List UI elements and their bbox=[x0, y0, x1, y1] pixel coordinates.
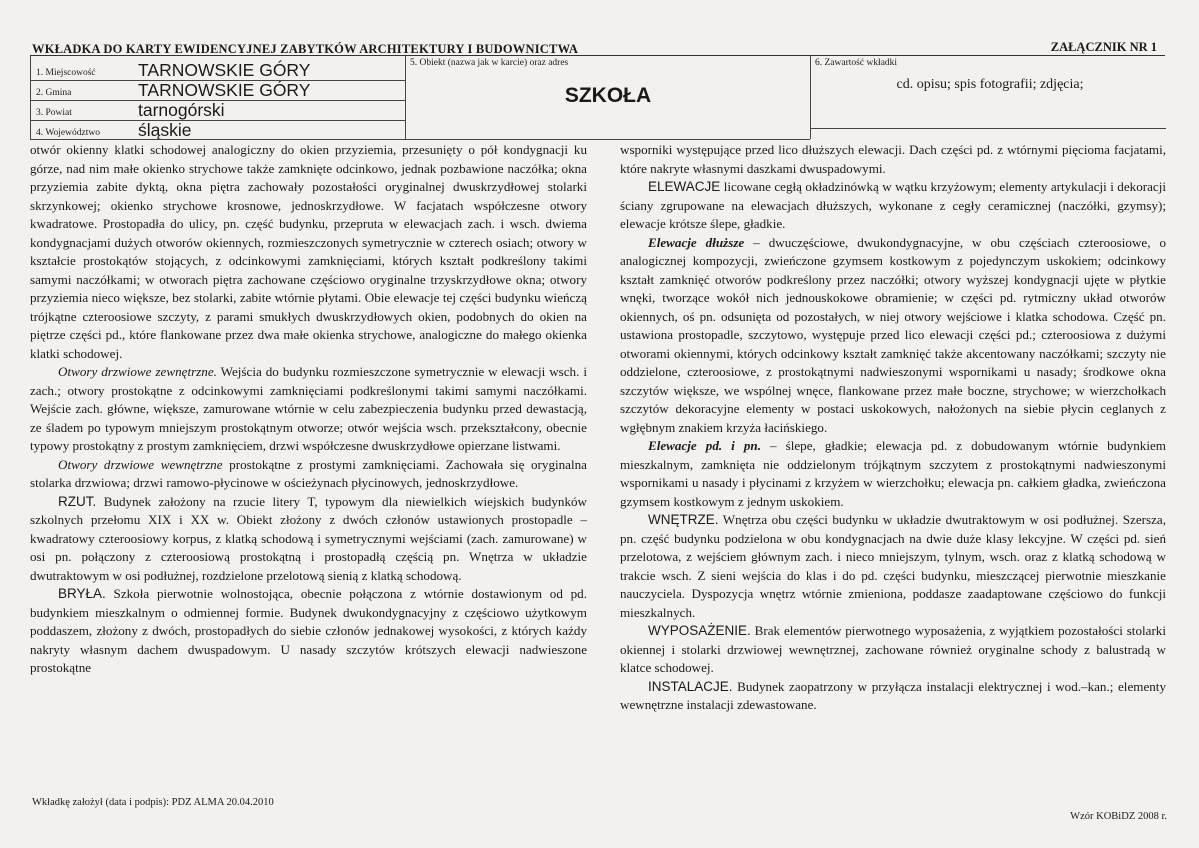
text-installations: Budynek zaopatrzony w przyłącza instalacji elektrycznej i wod.–kan.; elementy wewnętrzne instalacji zdewastowane. bbox=[620, 678, 1166, 712]
field-locality bbox=[30, 60, 405, 79]
commune-label: 2. Gmina bbox=[36, 88, 72, 98]
description-left-column bbox=[30, 141, 587, 678]
header-rule bbox=[30, 55, 1165, 56]
voivodeship-value: śląskie bbox=[138, 120, 192, 140]
paragraph-interior bbox=[620, 511, 1166, 622]
text-furnishings: Brak elementów pierwotnego wyposażenia, z wyjątkiem pozostałości stolarki okiennej i stolarki drzwiowej wewnętrznej, zachowane również oryginalne schody z balustradą w klatce schodowej. bbox=[620, 623, 1166, 675]
footer-form-model: Wzór KOBiDZ 2008 r. bbox=[1070, 811, 1167, 822]
footer-created-by: Wkładkę założył (data i podpis): PDZ ALMA 20.04.2010 bbox=[32, 797, 274, 808]
paragraph-long-elevations bbox=[620, 234, 1166, 438]
heading-south-north-elevations: Elewacje pd. i pn. bbox=[648, 438, 761, 453]
heading-interior: WNĘTRZE. bbox=[648, 512, 719, 527]
commune-value: TARNOWSKIE GÓRY bbox=[138, 80, 311, 100]
text-inner-doors: prostokątne z prostymi zamknięciami. Zachowała się oryginalna stolarka drzwiowa; drzwi ramowo-płycinowe w ościeżynach płycinowych, jednoskrzydłowe. bbox=[30, 456, 587, 490]
field-voivodeship bbox=[30, 120, 405, 139]
paragraph-furnishings bbox=[620, 622, 1166, 678]
field-divider bbox=[30, 80, 405, 81]
heading-installations: INSTALACJE. bbox=[648, 678, 733, 694]
box-left-rule bbox=[30, 56, 31, 139]
object-name-label: 5. Obiekt (nazwa jak w karcie) oraz adres bbox=[410, 58, 569, 68]
paragraph-massing bbox=[30, 585, 587, 678]
paragraph-windows-continued: otwór okienny klatki schodowej analogiczny do okien przyziemia, przesunięty o pół kondygnacji ku górze, nad nim małe okienko strychowe także zamknięte odcinkowo, jednak pozbawione naczółka; okna przyziemia zabite dyktą, okna piętra zachowały pozostałości oryginalnej dwuskrzydłowej stolarki skrzynkowej; okienko strychowe krosnowe, jednoskrzydłowe. W facjatach współczesne otwory kwadratowe. Prostopadła do ulicy, pn. część budynku, przepruta w elewacjach zach. i wsch. dwiema kondygnacjami dużych otworów okiennych, rozmieszczonych symetrycznie w czterech osiach; otwory w kształcie prostokątów stojących, z odcinkowymi zamknięciami, których kształt podkreślony takimi samymi naczółkami; w otworach piętra zachowane częściowo oryginalne trzyskrzydłowe okna; otwory przyziemia nieco większe, bez stolarki, zabite wtórnie płytami. Obie elewacje tej części budynku wieńczą trójkątne czteroosiowe szczyty, z parami smukłych dwuskrzydłowych okien, podobnych do okien na piętrze części pd., które flankowane przez dwa małe okienka strychowe, analogiczne do małego okienka klatki schodowej. bbox=[30, 142, 587, 361]
field-commune bbox=[30, 80, 405, 99]
heading-inner-doors: Otwory drzwiowe wewnętrzne bbox=[58, 456, 223, 472]
heading-outer-doors: Otwory drzwiowe zewnętrzne. bbox=[58, 364, 217, 379]
text-massing: Szkoła pierwotnie wolnostojąca, obecnie połączona z wtórnie dostawionym od pd. budynkiem mieszkalnym o odmiennej formie. Budynek dwukondygnacyjny z częściowo użytkowym poddaszem, złożony z dwóch, prostopadłych do siebie członów jednakowej wysokości, z których każdy nakryty własnym dachem dwuspadowym. U nasady szczytów krótszych elewacji nadwieszone prostokątne bbox=[30, 586, 587, 675]
paragraph-inner-doors bbox=[30, 456, 587, 493]
contents-bottom-rule bbox=[810, 128, 1166, 129]
locality-label: 1. Miejscowość bbox=[36, 68, 96, 78]
field-county bbox=[30, 100, 405, 119]
text-south-north-elevations: – ślepe, gładkie; elewacja pd. z dobudowanym wtórnie budynkiem mieszkalnym, zamknięta nie oddzielonym trójkątnym szczytem z prostokątnymi nadwieszonymi wspornikami u nasady i płycinami z krzyżem w wierzchołku; elewacja pn. całkiem gładka, zwieńczona gzymsem kostkowym z jednym uskokiem. bbox=[620, 438, 1166, 509]
voivodeship-label: 4. Województwo bbox=[36, 128, 100, 138]
paragraph-roof-continued: wsporniki występujące przed lico dłuższych elewacji. Dach części pd. z wtórnymi pięcioma facjatami, które nakryte własnymi daszkami dwuspadowymi. bbox=[620, 142, 1166, 176]
description-right-column bbox=[620, 141, 1166, 715]
paragraph-outer-doors bbox=[30, 363, 587, 456]
paragraph-installations bbox=[620, 678, 1166, 715]
heading-long-elevations: Elewacje dłuższe bbox=[648, 234, 745, 250]
text-elevations: licowane cegłą okładzinówką w wątku krzyżowym; elementy artykulacji i dekoracji ściany zgrupowane na elewacjach dłuższych, wykonane z cegły ceramicznej (naczółki, gzymsy); elewacje krótsze ślepe, gładkie. bbox=[620, 179, 1166, 231]
paragraph-south-north-elevations bbox=[620, 437, 1166, 511]
text-interior: Wnętrza obu części budynku w układzie dwutraktowym w osi podłużnej. Szersza, pn. część budynku podzielona w obu kondygnacjach na dwie duże klasy lekcyjne. W części pd. sień przelotowa, z wejściem głównym zach. i nieco mniejszym, tylnym, wsch. oraz z klatką schodową w trakcie wsch. Z sieni wejścia do klas i do pd. części budynku, mieszczącej pierwotnie mieszkanie nauczyciela. Dyspozycja wnętrz wtórnie zmieniona, poddasze zaadaptowane częściowo do funkcji mieszkalnych. bbox=[620, 512, 1166, 620]
heading-elevations: ELEWACJE bbox=[648, 179, 721, 194]
object-name-value: SZKOŁA bbox=[564, 84, 652, 107]
contents-value: cd. opisu; spis fotografii; zdjęcia; bbox=[896, 77, 1084, 92]
county-value: tarnogórski bbox=[138, 100, 225, 120]
contents-label: 6. Zawartość wkładki bbox=[815, 58, 898, 68]
county-label: 3. Powiat bbox=[36, 108, 72, 118]
field-divider bbox=[30, 120, 405, 121]
locality-value: TARNOWSKIE GÓRY bbox=[138, 60, 311, 80]
paragraph-plan bbox=[30, 493, 587, 586]
heading-furnishings: WYPOSAŻENIE. bbox=[648, 623, 751, 638]
annex-number: ZAŁĄCZNIK NR 1 bbox=[1050, 40, 1157, 54]
text-long-elevations: – dwuczęściowe, dwukondygnacyjne, w obu częściach czteroosiowe, o analogicznej kompozycji, zwieńczone gzymsem kostkowym z pojedynczym uskokiem; odcinkowy kształt zamknięć otworów podkreślony przez naczółki; otwory wyższej kondygnacji ujęte w płytkie wnęki, tworzące wokół nich jednouskokowe obramienie; w części pd. rytmiczny układ otworów okiennych, oś pn. odsunięta od pozostałych, w niej otwory wejściowe i klatka schodowa. Część pn. ustawiona prostopadle, szczytowo, występuje przed lico elewacji części pd.; czteroosiowa z dużymi otworami okiennymi, których odcinkowy kształt zamknięć także akcentowany naczółkami; szczyty nie oddzielone, czteroosiowe, z prostokątnymi nadwieszonymi wspornikami u nasady; środkowe okna szczytów większe, we wspólnej wnęce, flankowane przez małe boczne, strychowe; w wierzchołkach szczytów dekoracyjne elementy w postaci uskokowych, nałożonych na siebie płycin ceglanych z wgłębnym znakiem krzyża łacińskiego. bbox=[620, 234, 1166, 435]
form-title: WKŁADKA DO KARTY EWIDENCYJNEJ ZABYTKÓW ARCHITEKTURY I BUDOWNICTWA bbox=[32, 42, 579, 56]
heading-massing: BRYŁA. bbox=[58, 586, 106, 601]
text-plan: Budynek założony na rzucie litery T, typowym dla niewielkich wiejskich budynków szkolnych przełomu XIX i XX w. Obiekt złożony z dwóch członów ustawionych prostopadle – kwadratowy czteroosiowy korpus, z klatką schodową i symetrycznymi wejściami (zach. zamurowane) w osi pn. połączony z czteroosiową prostokątną i prostopadłą częścią pn. Wnętrza w układzie dwutraktowym w osi podłużnej, rozdzielone przelotową sienią z klatką schodową. bbox=[30, 493, 587, 583]
paragraph-elevations bbox=[620, 178, 1166, 234]
field-divider bbox=[30, 100, 405, 101]
text-outer-doors: Wejścia do budynku rozmieszczone symetrycznie w elewacji wsch. i zach.; otwory prostokątne z odcinkowymi zamknięciami podkreślonymi takimi samymi naczółkami. Wejście zach. główne, większe, zamurowane wtórnie w celu zabezpieczenia budynku przed dewastacją, ze śladem po typowym mniejszym prostokątnym otworze; otwór wejścia wsch. przekształcony, obecnie typowy prostokątny z prostym zamknięciem, drzwi współczesne dwuskrzydłowe opierzane listwami. bbox=[30, 364, 587, 453]
heading-plan: RZUT. bbox=[58, 493, 97, 509]
box-bottom-rule bbox=[30, 139, 810, 140]
